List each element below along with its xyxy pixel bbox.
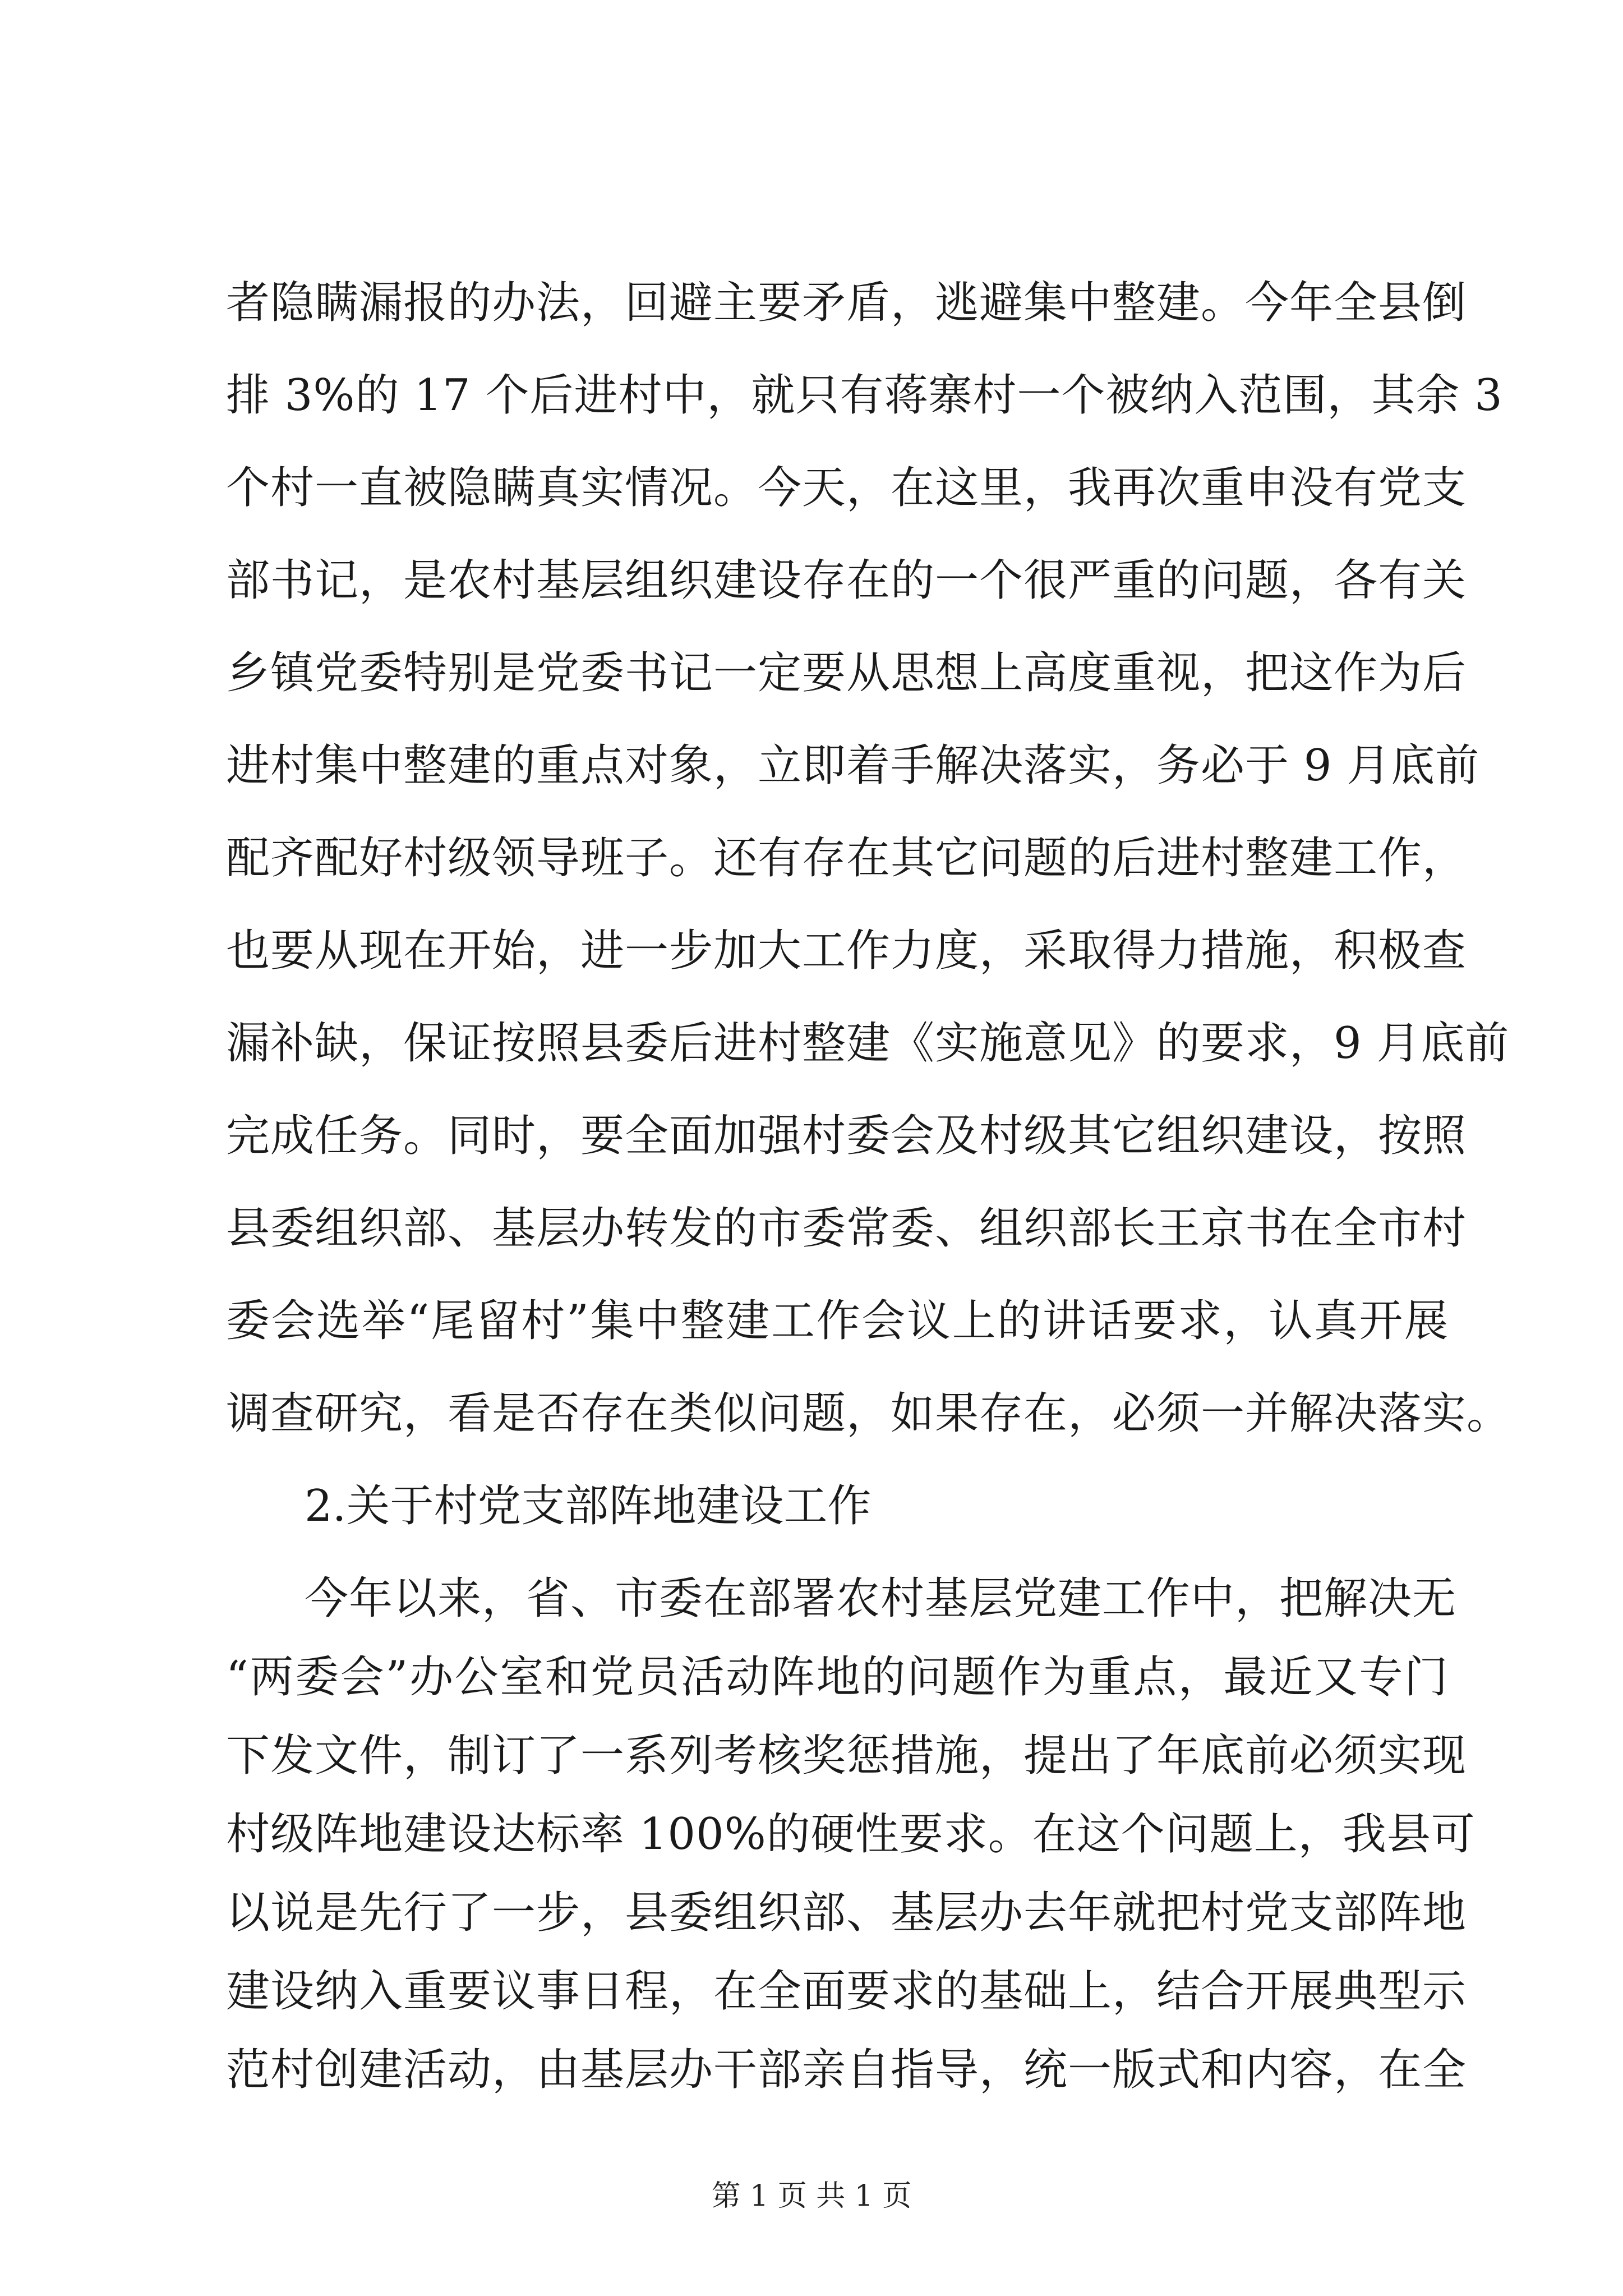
section-heading: 2.关于村党支部阵地建设工作 [305, 1481, 872, 1531]
paragraph-line: 者隐瞒漏报的办法，回避主要矛盾，逃避集中整建。今年全县倒 [226, 278, 1467, 328]
paragraph-line: 漏补缺，保证按照县委后进村整建《实施意见》的要求，9 月底前 [226, 1018, 1510, 1069]
page-footer: 第 1 页 共 1 页 [711, 2179, 912, 2213]
paragraph-line: 进村集中整建的重点对象，立即着手解决落实，务必于 9 月底前 [226, 740, 1480, 791]
paragraph-line: 委会选举“尾留村”集中整建工作会议上的讲话要求，认真开展 [226, 1296, 1449, 1346]
paragraph-line: 个村一直被隐瞒真实情况。今天，在这里，我再次重申没有党支 [226, 463, 1467, 513]
paragraph-line: 配齐配好村级领导班子。还有存在其它问题的后进村整建工作， [226, 833, 1467, 884]
paragraph-line: 今年以来，省、市委在部署农村基层党建工作中，把解决无 [305, 1573, 1457, 1624]
paragraph-line: 下发文件，制订了一系列考核奖惩措施，提出了年底前必须实现 [226, 1731, 1467, 1781]
paragraph-line: 完成任务。同时，要全面加强村委会及村级其它组织建设，按照 [226, 1111, 1467, 1161]
paragraph-line: “两委会”办公室和党员活动阵地的问题作为重点，最近又专门 [226, 1652, 1449, 1703]
paragraph-line: 范村创建活动，由基层办干部亲自指导，统一版式和内容，在全 [226, 2045, 1467, 2095]
paragraph-line: 也要从现在开始，进一步加大工作力度，采取得力措施，积极查 [226, 926, 1467, 976]
paragraph-line: 调查研究，看是否存在类似问题，如果存在，必须一并解决落实。 [226, 1388, 1511, 1439]
paragraph-line: 乡镇党委特别是党委书记一定要从思想上高度重视，把这作为后 [226, 648, 1467, 698]
paragraph-line: 以说是先行了一步，县委组织部、基层办去年就把村党支部阵地 [226, 1888, 1467, 1938]
paragraph-line: 村级阵地建设达标率 100%的硬性要求。在这个问题上，我县可 [226, 1809, 1476, 1860]
paragraph-line: 建设纳入重要议事日程，在全面要求的基础上，结合开展典型示 [226, 1966, 1467, 2017]
paragraph-line: 排 3%的 17 个后进村中，就只有蒋寨村一个被纳入范围，其余 3 [226, 370, 1503, 421]
paragraph-line: 县委组织部、基层办转发的市委常委、组织部长王京书在全市村 [226, 1203, 1467, 1254]
paragraph-line: 部书记，是农村基层组织建设存在的一个很严重的问题，各有关 [226, 555, 1467, 606]
